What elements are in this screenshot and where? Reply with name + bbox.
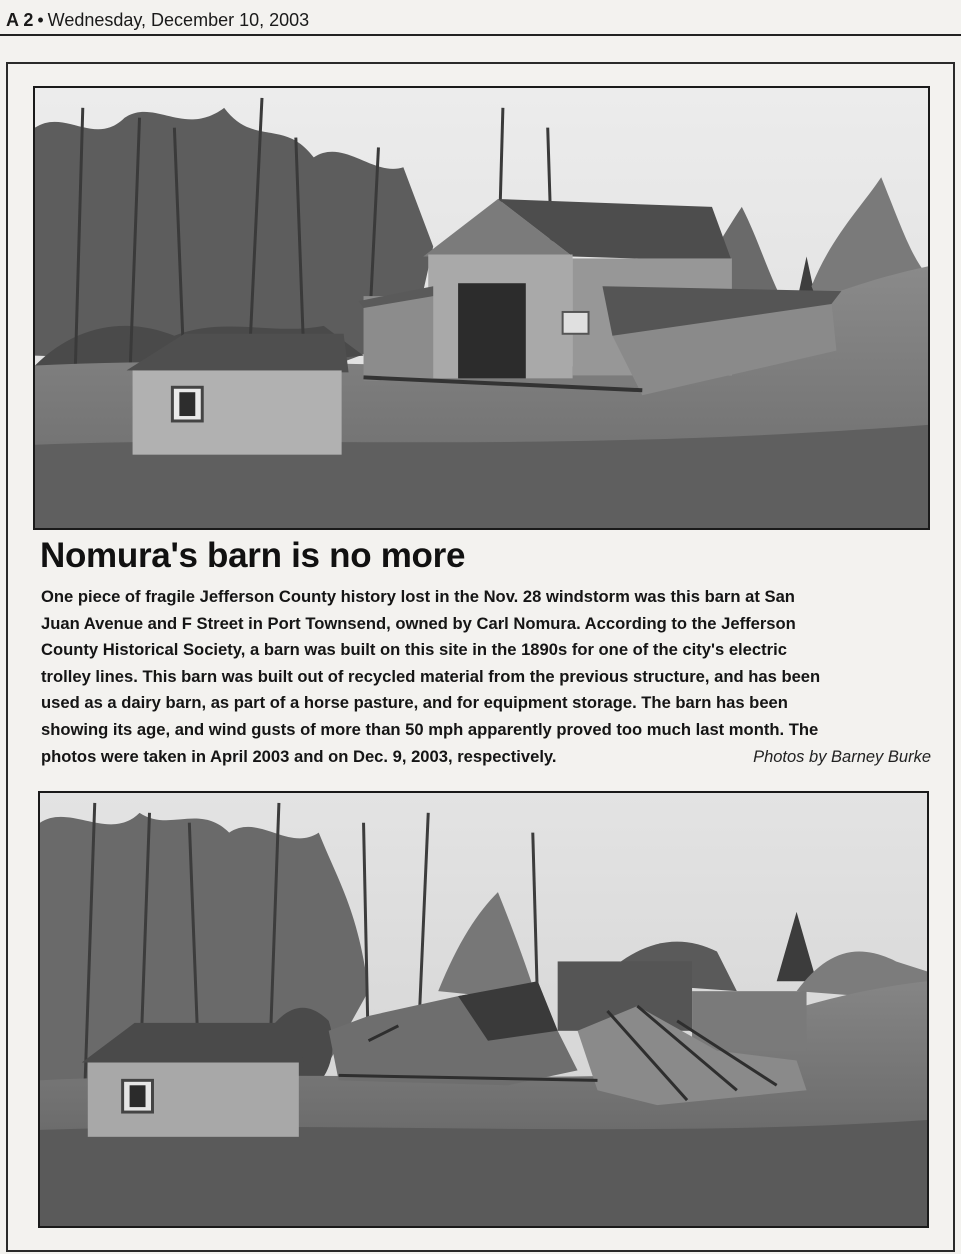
photo-caption: [41, 584, 931, 770]
caption-line: showing its age, and wind gusts of more than 50 mph apparently proved too much last month. The: [41, 719, 819, 739]
photo-credit: Photos by Barney Burke: [753, 747, 931, 766]
caption-line: Juan Avenue and F Street in Port Townsend, owned by Carl Nomura. According to the Jefferson: [41, 613, 796, 633]
page-number: A 2: [6, 10, 34, 30]
photo-barn-after: [38, 791, 929, 1228]
caption-line: used as a dairy barn, as part of a horse pasture, and for equipment storage. The barn has been: [41, 693, 788, 713]
caption-last-line: [41, 744, 931, 771]
caption-line: County Historical Society, a barn was built on this site in the 1890s for one of the city's electric: [41, 640, 787, 660]
caption-line: photos were taken in April 2003 and on Dec. 9, 2003, respectively.: [41, 746, 557, 766]
folio-rule: [0, 34, 961, 36]
caption-line: trolley lines. This barn was built out of recycled material from the previous structure, and has been: [41, 666, 821, 686]
issue-date: Wednesday, December 10, 2003: [47, 10, 310, 30]
caption-line: One piece of fragile Jefferson County history lost in the Nov. 28 windstorm was this barn at San: [41, 587, 795, 606]
page-folio: [6, 10, 309, 31]
headline: Nomura's barn is no more: [40, 536, 466, 575]
barn-before-image: [35, 88, 928, 528]
photo-barn-before: [33, 86, 930, 530]
barn-after-image: [40, 793, 927, 1226]
folio-separator: •: [37, 10, 44, 30]
